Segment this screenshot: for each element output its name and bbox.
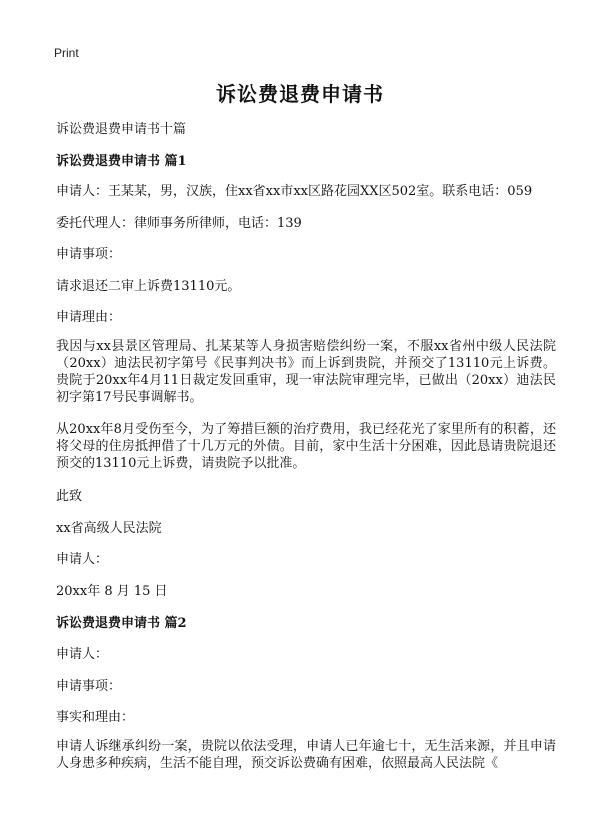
applicant-line: 申请人：王某某，男，汉族，住xx省xx市xx区路花园XX区502室。联系电话：059	[56, 184, 533, 199]
closing-line: 此致	[56, 489, 83, 504]
reason-label: 申请理由：	[56, 310, 122, 325]
facts-paragraph-1: 申请人诉继承纠纷一案，贵院以依法受理，申请人已年逾七十，无生活来源，并且申请人身患多种疾病，生活不能自理，预交诉讼费确有困难，依照最高人民法院《	[56, 739, 556, 771]
section-1-heading: 诉讼费退费申请书 篇1	[56, 154, 187, 169]
print-link[interactable]: Print	[54, 46, 79, 60]
court-name: xx省高级人民法院	[56, 521, 162, 536]
signer-line: 申请人：	[56, 552, 109, 567]
date-line: 20xx年 8 月 15 日	[56, 584, 168, 599]
document-title: 诉讼费退费申请书	[216, 82, 384, 106]
section-2-applicant: 申请人：	[56, 647, 109, 662]
facts-label: 事实和理由：	[56, 710, 135, 725]
document-subtitle: 诉讼费退费申请书十篇	[56, 122, 187, 137]
matters-text: 请求退还二审上诉费13110元。	[56, 279, 241, 294]
section-2-heading: 诉讼费退费申请书 篇2	[56, 616, 187, 631]
section-2-matters-label: 申请事项：	[56, 679, 122, 694]
matters-label: 申请事项：	[56, 247, 122, 262]
reason-paragraph-2: 从20xx年8月受伤至今，为了筹措巨额的治疗费用，我已经花光了家里所有的积蓄，还将父母的住房抵押借了十几万元的外债。目前，家中生活十分困难，因此恳请贵院退还预交的13110元上诉费，请贵院予以批准。	[56, 422, 556, 471]
reason-paragraph-1: 我因与xx县景区管理局、扎某某等人身损害赔偿纠纷一案，不服xx省州中级人民法院（20xx）迪法民初字第号《民事判决书》而上诉到贵院，并预交了13110元上诉费。贵院于20xx年4月11日裁定发回重审，现一审法院审理完毕，已做出（20xx）迪法民初字第17号民事调解书。	[56, 339, 556, 405]
agent-line: 委托代理人：律师事务所律师，电话：139	[56, 216, 302, 231]
